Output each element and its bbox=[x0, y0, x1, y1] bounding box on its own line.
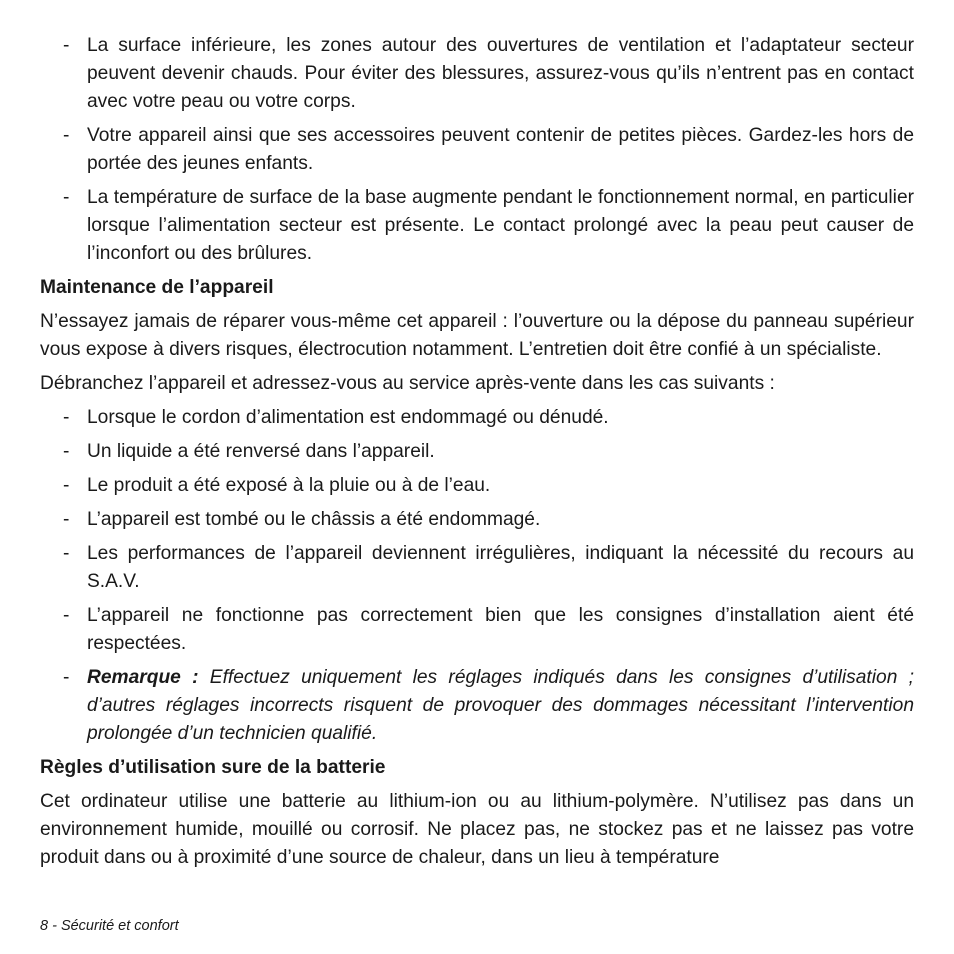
list-item bbox=[40, 540, 914, 596]
safety-list bbox=[40, 32, 914, 268]
dash-marker: - bbox=[63, 441, 70, 462]
page-footer: 8 - Sécurité et confort bbox=[40, 918, 179, 934]
dash-marker: - bbox=[63, 407, 70, 428]
list-item-text: La surface inférieure, les zones autour des ouvertures de ventilation et l’adaptateur secteur peuvent devenir chauds. Pour éviter des blessures, assurez-vous qu’ils n’entrent pas en contact avec votre peau ou votre corps. bbox=[87, 35, 914, 112]
list-item bbox=[40, 184, 914, 268]
list-item bbox=[40, 472, 914, 500]
dash-marker: - bbox=[63, 125, 70, 146]
list-item bbox=[40, 404, 914, 432]
dash-marker: - bbox=[63, 509, 70, 530]
list-item-text: L’appareil ne fonctionne pas correctement bien que les consignes d’installation aient été respectées. bbox=[87, 605, 914, 654]
list-item bbox=[40, 602, 914, 658]
note-label: Remarque : bbox=[87, 667, 199, 688]
list-item-text: L’appareil est tombé ou le châssis a été endommagé. bbox=[87, 509, 541, 530]
list-item bbox=[40, 438, 914, 466]
dash-marker: - bbox=[63, 667, 70, 688]
list-item bbox=[40, 122, 914, 178]
maintenance-paragraph: N’essayez jamais de réparer vous-même cet appareil : l’ouverture ou la dépose du panneau supérieur vous expose à divers risques, électrocution notamment. L’entretien doit être confié à un spécialiste. bbox=[40, 311, 914, 360]
dash-marker: - bbox=[63, 35, 70, 56]
list-item-text: Votre appareil ainsi que ses accessoires peuvent contenir de petites pièces. Gardez-les hors de portée des jeunes enfants. bbox=[87, 125, 914, 174]
list-item-text: Un liquide a été renversé dans l’appareil. bbox=[87, 441, 435, 462]
list-item-text: Le produit a été exposé à la pluie ou à de l’eau. bbox=[87, 475, 491, 496]
list-item bbox=[40, 506, 914, 534]
dash-marker: - bbox=[63, 187, 70, 208]
list-item-text: La température de surface de la base augmente pendant le fonctionnement normal, en particulier lorsque l’alimentation secteur est présente. Le contact prolongé avec la peau peut causer de l’inconfort ou des brûlures. bbox=[87, 187, 914, 264]
note-item bbox=[40, 664, 914, 748]
service-intro-paragraph: Débranchez l’appareil et adressez-vous au service après-vente dans les cas suivants : bbox=[40, 373, 775, 394]
list-item bbox=[40, 32, 914, 116]
document-page bbox=[40, 32, 914, 878]
maintenance-heading: Maintenance de l’appareil bbox=[40, 277, 274, 298]
service-cases-list bbox=[40, 404, 914, 748]
battery-paragraph: Cet ordinateur utilise une batterie au lithium-ion ou au lithium-polymère. N’utilisez pas dans un environnement humide, mouillé ou corrosif. Ne placez pas, ne stockez pas et ne laissez pas votre produit dans ou à proximité d’une source de chaleur, dans un lieu à température bbox=[40, 791, 914, 868]
dash-marker: - bbox=[63, 543, 70, 564]
list-item-text: Les performances de l’appareil deviennent irrégulières, indiquant la nécessité du recours au S.A.V. bbox=[87, 543, 914, 592]
dash-marker: - bbox=[63, 475, 70, 496]
battery-heading: Règles d’utilisation sure de la batterie bbox=[40, 757, 386, 778]
dash-marker: - bbox=[63, 605, 70, 626]
note-text: Effectuez uniquement les réglages indiqués dans les consignes d’utilisation ; d’autres réglages incorrects risquent de provoquer des dommages nécessitant l’intervention prolongée d’un technicien qualifié. bbox=[87, 667, 914, 744]
list-item-text: Lorsque le cordon d’alimentation est endommagé ou dénudé. bbox=[87, 407, 609, 428]
